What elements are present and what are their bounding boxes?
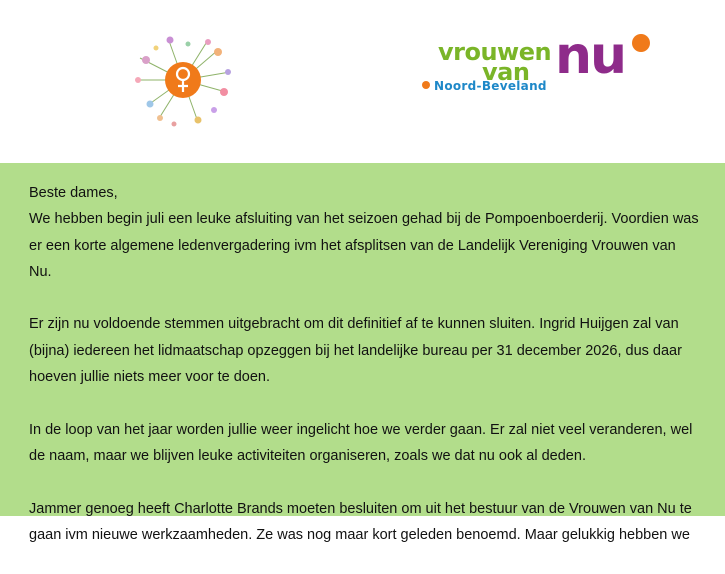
brand-word-nu: nu bbox=[555, 26, 626, 86]
brand-badge-icon bbox=[632, 34, 650, 52]
letter-paragraph-2: Er zijn nu voldoende stemmen uitgebracht om dit definitief af te kunnen sluiten. Ingrid Huijgen zal van (bijna) iedereen het lidmaatschap opzeggen bij het landelijke bureau per 31 december 2026, dus daar hoeven jullie niets meer voor te doen. bbox=[29, 316, 682, 386]
letter-body bbox=[0, 163, 725, 543]
brand-word-van: van bbox=[482, 58, 530, 86]
letter-text bbox=[29, 180, 699, 574]
brand-subtitle: Noord-Beveland bbox=[434, 79, 547, 93]
letter-greeting: Beste dames, bbox=[29, 185, 118, 201]
brand-word-vrouwen: vrouwen bbox=[438, 38, 552, 66]
brand-dot-icon bbox=[422, 81, 430, 89]
flower-wreath-logo bbox=[128, 30, 238, 130]
letter-paragraph-4: Jammer genoeg heeft Charlotte Brands moeten besluiten om uit het bestuur van de Vrouwen van Nu te gaan ivm nieuwe werkzaamheden. Ze was nog maar kort geleden benoemd. Maar gelukkig hebben we bbox=[29, 500, 692, 543]
letter-paragraph-3: In de loop van het jaar worden jullie weer ingelicht hoe we verder gaan. Er zal niet veel veranderen, wel de naam, maar we blijven leuke activiteiten organiseren, zoals we dat nu ook al deden. bbox=[29, 421, 693, 464]
email-header bbox=[0, 0, 725, 163]
vrouwen-van-nu-logo bbox=[420, 26, 660, 100]
letter-paragraph-1: We hebben begin juli een leuke afsluiting van het seizoen gehad bij de Pompoenboerderij. Voordien was er een korte algemene ledenvergadering ivm het afsplitsen van de Landelijk Vereniging Vrouwen van Nu. bbox=[29, 211, 699, 280]
